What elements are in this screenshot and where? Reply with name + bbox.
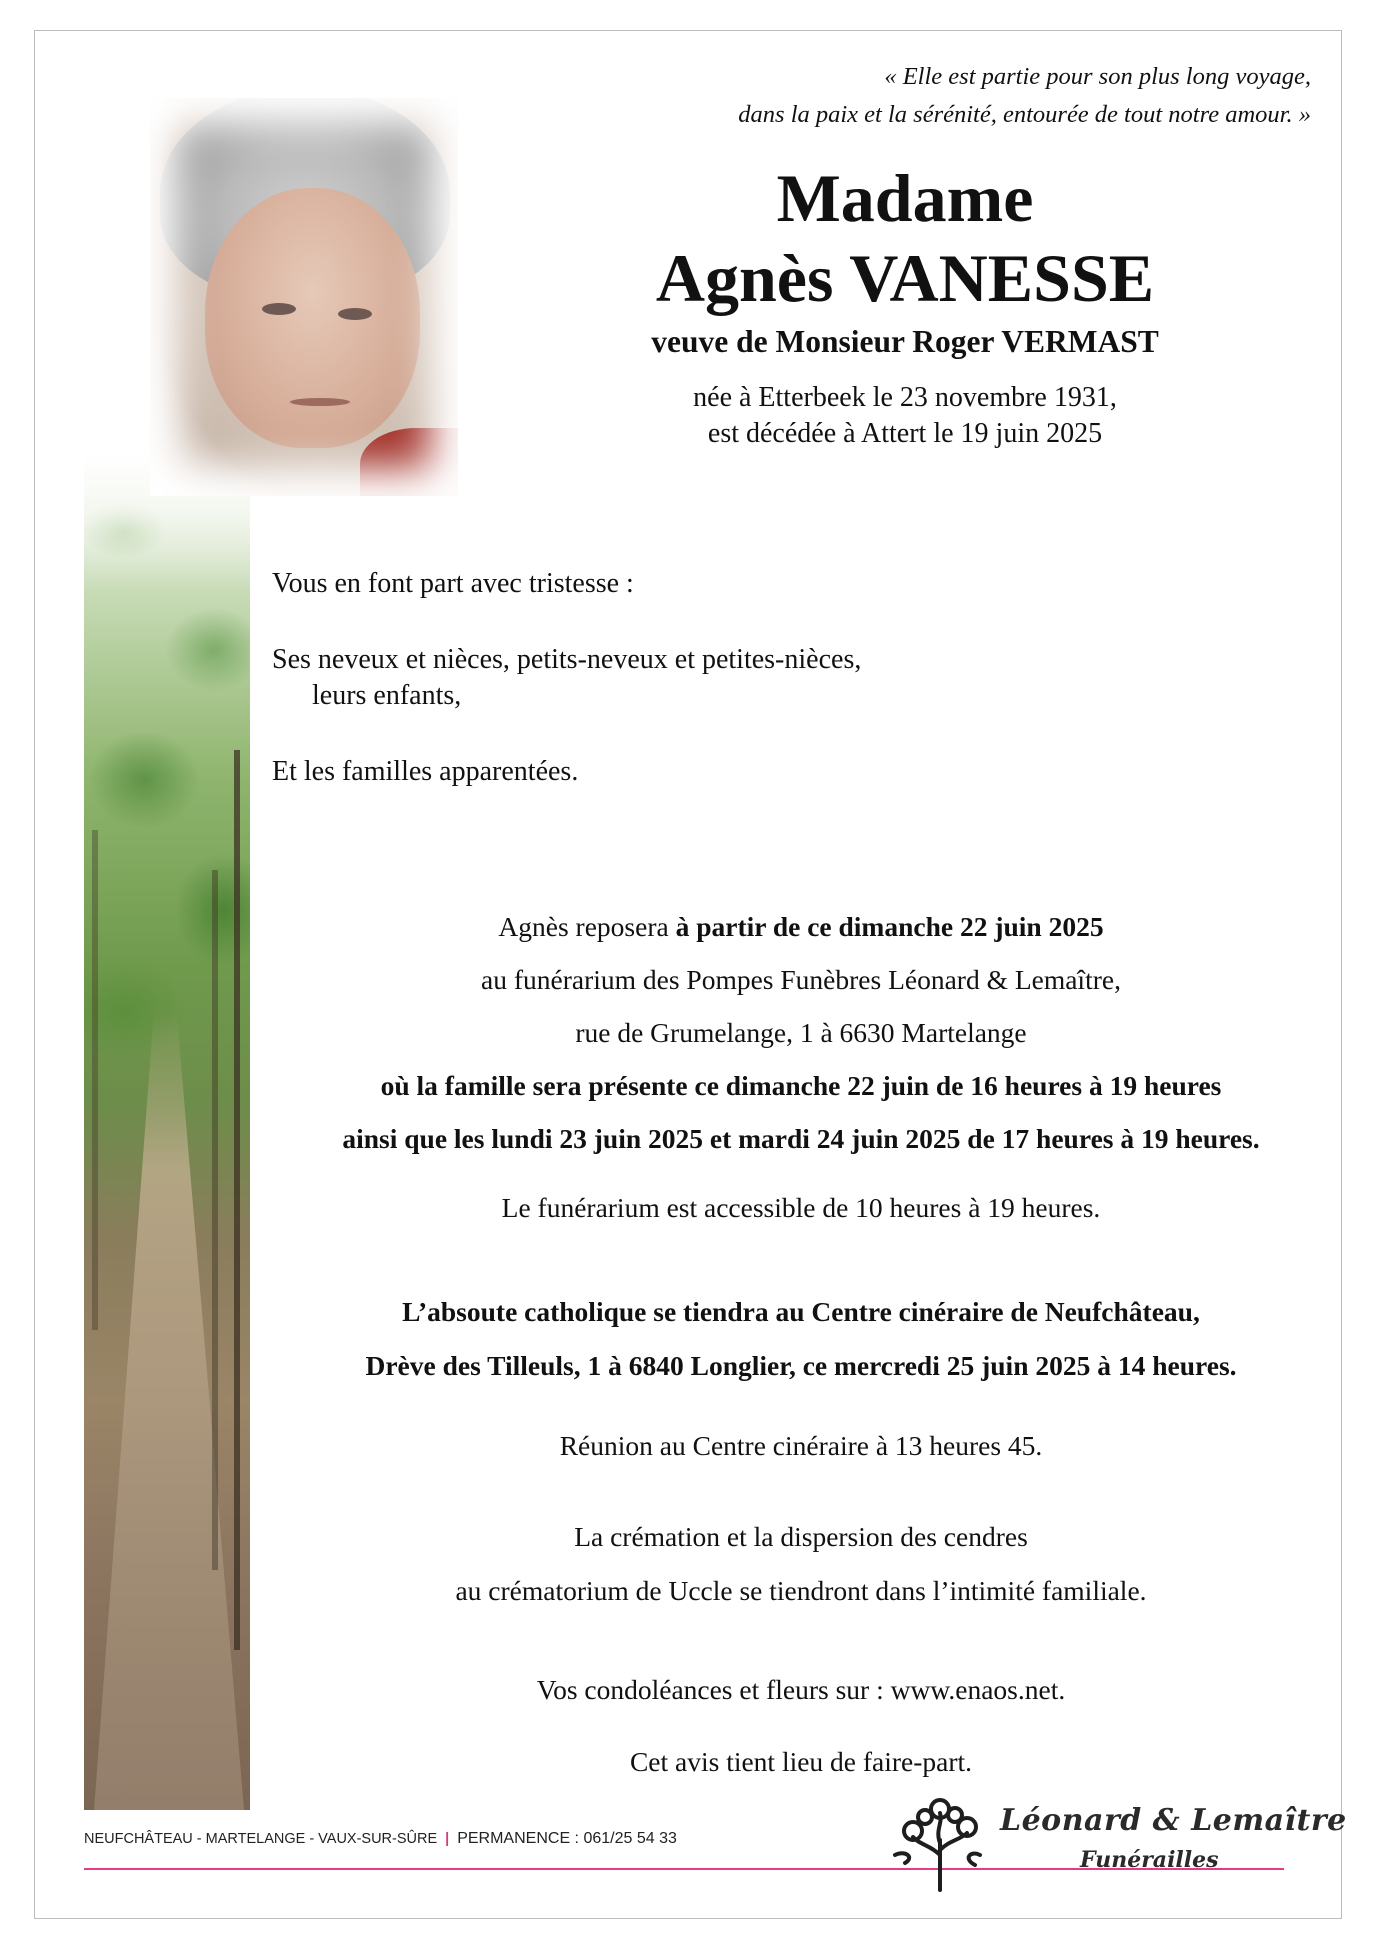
birth-line: née à Etterbeek le 23 novembre 1931, — [693, 382, 1117, 413]
funeral-home: au funérarium des Pompes Funèbres Léonard & Lemaître, — [481, 964, 1121, 995]
cremation-section — [272, 1510, 1330, 1618]
tree-logo-icon — [885, 1795, 995, 1895]
visitation-section — [272, 900, 1330, 1165]
additional-hours: ainsi que les lundi 23 juin 2025 et mardi 24 juin 2025 de 17 heures à 19 heures. — [342, 1123, 1260, 1154]
footer-locations: NEUFCHÂTEAU - MARTELANGE - VAUX-SUR-SÛRE — [84, 1831, 438, 1847]
company-logo — [885, 1795, 1347, 1885]
footer-contact — [84, 1830, 677, 1848]
forest-path-image — [84, 450, 250, 1810]
cremation-line-2: au crématorium de Uccle se tiendront dans l’intimité familiale. — [455, 1575, 1147, 1606]
portrait-photo — [150, 98, 458, 496]
deceased-header — [560, 158, 1250, 452]
brand-subtitle: Funérailles — [1080, 1847, 1219, 1873]
visitation-start — [272, 900, 1330, 953]
visitation-prefix: Agnès reposera — [498, 911, 676, 942]
epitaph-quote — [738, 58, 1311, 134]
visitation-date: à partir de ce dimanche 22 juin 2025 — [675, 911, 1104, 942]
family-line-1: Ses neveux et nièces, petits-neveux et petites-nièces, — [272, 644, 862, 675]
family-line-2: leurs enfants, — [312, 680, 462, 711]
brand-name: Léonard & Lemaître — [1000, 1803, 1347, 1838]
family-intro: Vous en font part avec tristesse : — [272, 568, 634, 599]
footer-permanence: PERMANENCE : 061/25 54 33 — [457, 1830, 677, 1847]
meeting-time: Réunion au Centre cinéraire à 13 heures 45. — [559, 1430, 1043, 1461]
cremation-line-1: La crémation et la dispersion des cendres — [574, 1521, 1028, 1552]
access-hours: Le funérarium est accessible de 10 heures à 19 heures. — [501, 1192, 1101, 1223]
ceremony-line-1: L’absoute catholique se tiendra au Centre cinéraire de Neufchâteau, — [402, 1296, 1200, 1327]
condolences-line: Vos condoléances et fleurs sur : www.enaos.net. — [536, 1674, 1066, 1705]
quote-line-2: dans la paix et la sérénité, entourée de tout notre amour. » — [738, 101, 1311, 128]
family-section — [272, 566, 861, 790]
deceased-name: Agnès VANESSE — [655, 240, 1155, 316]
ceremony-line-2: Drève des Tilleuls, 1 à 6840 Longlier, ce mercredi 25 juin 2025 à 14 heures. — [365, 1350, 1237, 1381]
footer-separator: | — [445, 1831, 450, 1847]
widow-of: veuve de Monsieur Roger VERMAST — [651, 324, 1159, 359]
faire-part-notice: Cet avis tient lieu de faire-part. — [629, 1746, 973, 1777]
honorific: Madame — [776, 160, 1034, 236]
death-line: est décédée à Attert le 19 juin 2025 — [707, 418, 1103, 449]
quote-line-1: « Elle est partie pour son plus long voyage, — [884, 63, 1311, 90]
family-present-hours: où la famille sera présente ce dimanche 22 juin de 16 heures à 19 heures — [380, 1070, 1222, 1101]
funeral-home-address: rue de Grumelange, 1 à 6630 Martelange — [575, 1017, 1027, 1048]
ceremony-section — [272, 1285, 1330, 1393]
family-line-3: Et les familles apparentées. — [272, 756, 579, 787]
